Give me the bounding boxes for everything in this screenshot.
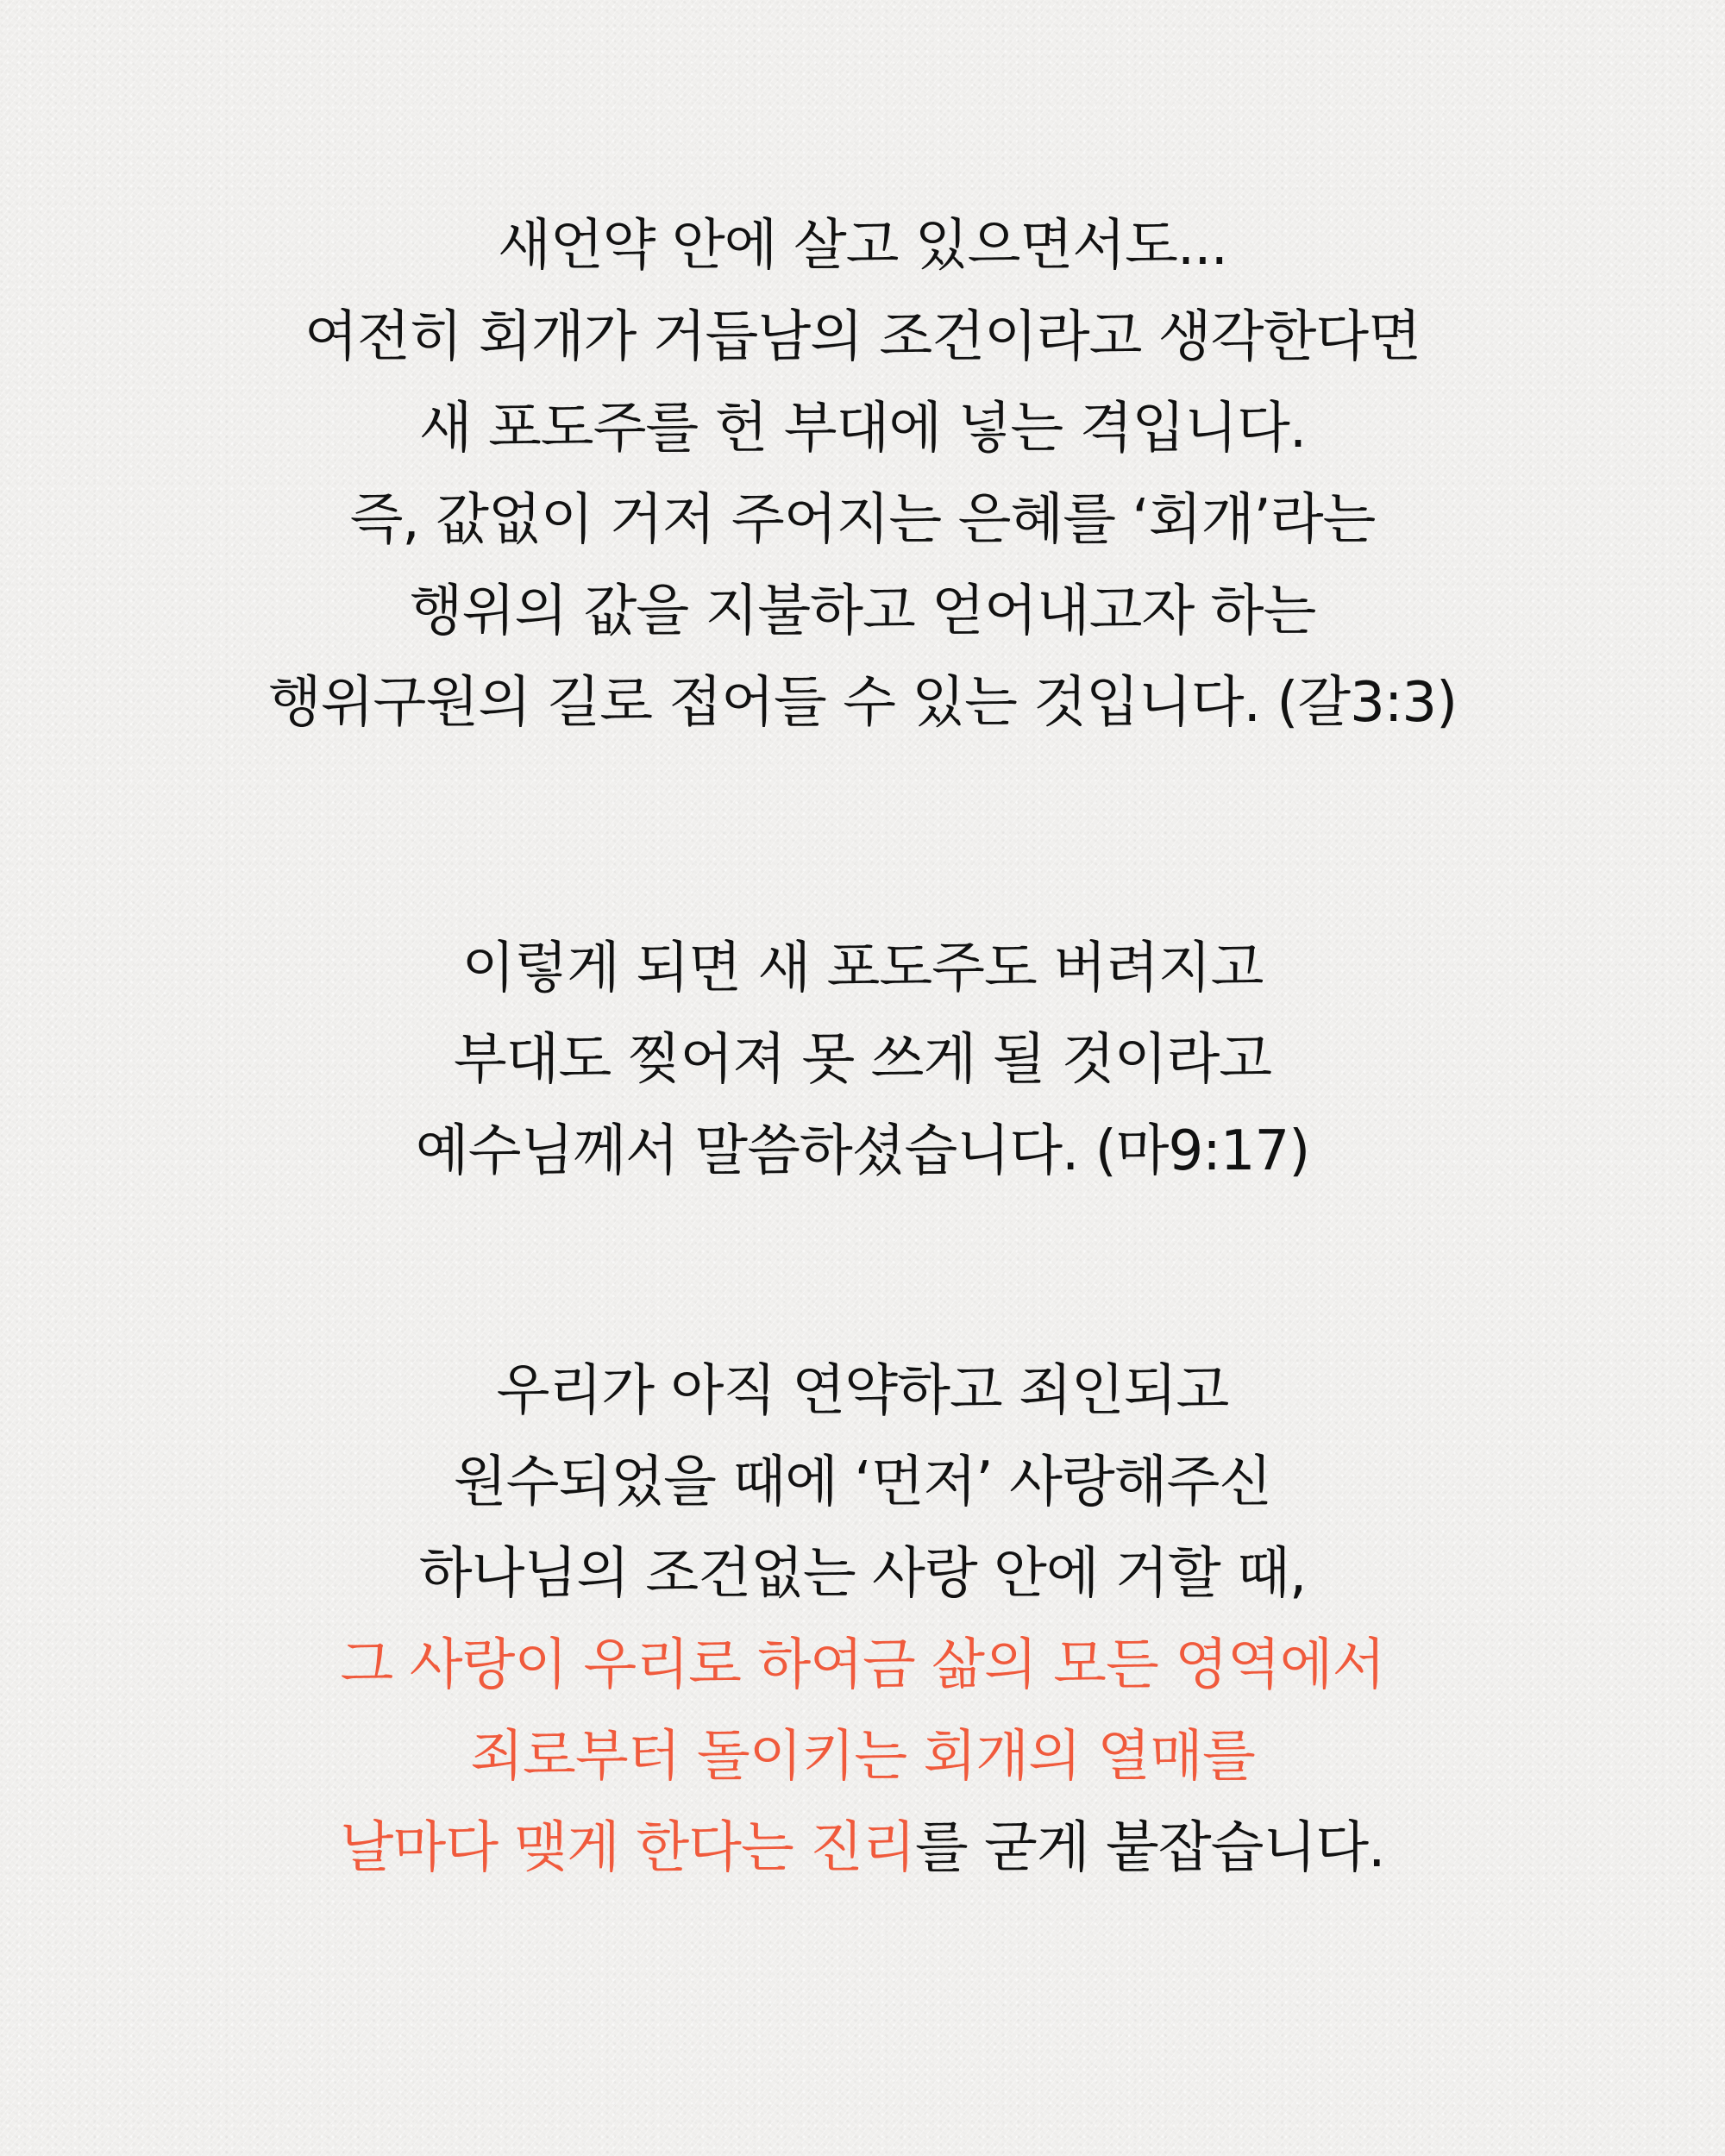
highlighted-phrase: 날마다 맺게 한다는 진리 — [340, 1816, 915, 1880]
text-line: 행위구원의 길로 접어들 수 있는 것입니다. (갈3:3) — [267, 671, 1458, 735]
paragraph-new-covenant — [0, 200, 1725, 749]
paragraph-unconditional-love — [0, 1345, 1725, 1894]
text-line: 여전히 회개가 거듭남의 조건이라고 생각한다면 — [304, 305, 1421, 369]
final-line — [0, 1802, 1725, 1894]
text-line: 부대도 찢어져 못 쓰게 될 것이라고 — [453, 1028, 1272, 1092]
text-line: 행위의 값을 지불하고 얻어내고자 하는 — [409, 580, 1316, 643]
highlighted-line: 죄로부터 돌이키는 회개의 열매를 — [470, 1725, 1255, 1789]
text-line: 이렇게 되면 새 포도주도 버려지고 — [461, 937, 1264, 1000]
text-line: 원수되었을 때에 ‘먼저’ 사랑해주신 — [453, 1451, 1272, 1514]
text-line: 하나님의 조건없는 사랑 안에 거할 때, — [418, 1542, 1307, 1606]
text-line: 즉, 값없이 거저 주어지는 은혜를 ‘회개’라는 — [349, 488, 1376, 552]
highlighted-line: 그 사랑이 우리로 하여금 삶의 모든 영역에서 — [340, 1633, 1385, 1697]
text-line: 우리가 아직 연약하고 죄인되고 — [496, 1359, 1229, 1423]
text-line: 새 포도주를 헌 부대에 넣는 격입니다. — [418, 397, 1307, 461]
paragraph-new-wine — [0, 923, 1725, 1197]
text-line: 새언약 안에 살고 있으면서도... — [498, 214, 1227, 278]
text-line: 예수님께서 말씀하셨습니다. (마9:17) — [415, 1119, 1310, 1183]
final-line-rest: 를 굳게 붙잡습니다. — [914, 1816, 1385, 1880]
